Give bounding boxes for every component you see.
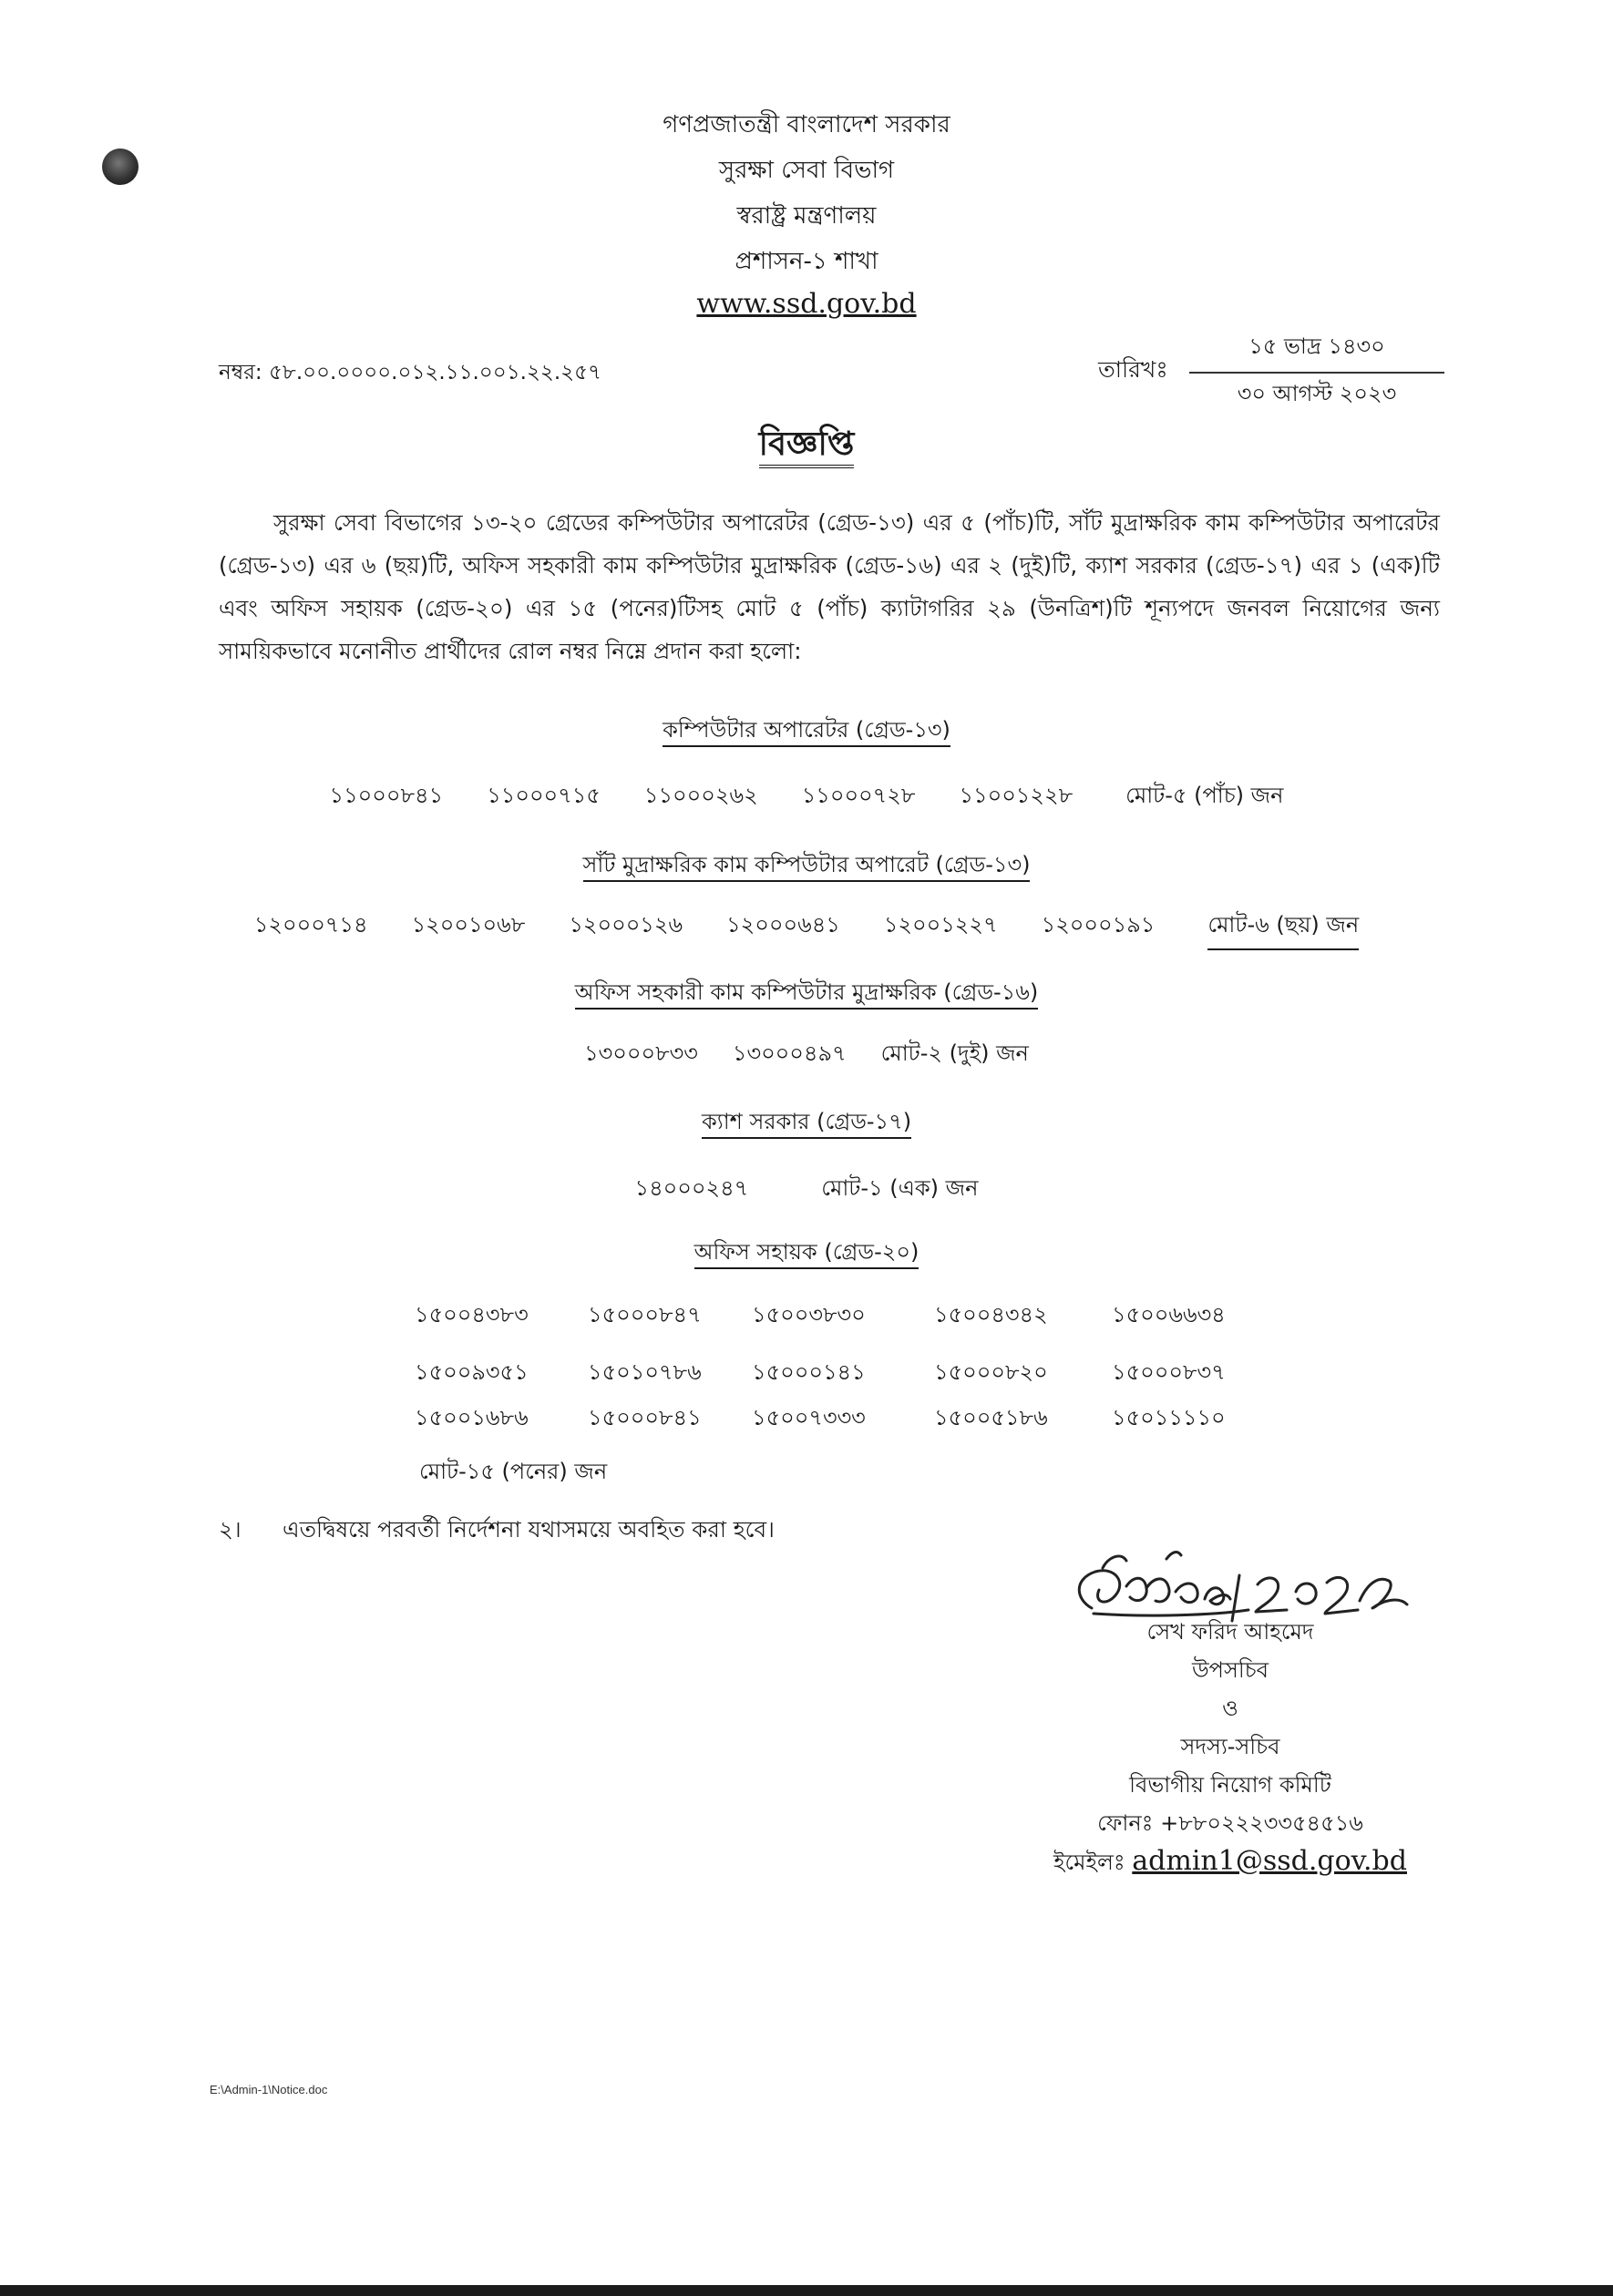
roll-number: ১৫০১০৭৮৬ [588, 1359, 702, 1385]
roll-number: ১৩০০০৮৩৩ [584, 1040, 698, 1066]
roll-number: ১১০০০৭১৫ [487, 783, 601, 808]
roll-number: ১৫০০৪৩৮৩ [415, 1302, 529, 1327]
notice-title-text: বিজ্ঞপ্তি [759, 425, 855, 468]
point-two [219, 1513, 775, 1550]
section-heading-office-assistant-typist [0, 976, 1613, 1012]
header-government: গণপ্রজাতন্ত্রী বাংলাদেশ সরকার [663, 111, 950, 138]
point-text: এতদ্বিষয়ে পরবর্তী নির্দেশনা যথাসময়ে অবহিত করা হবে। [283, 1516, 775, 1543]
footer-file-path: E:\Admin-1\Notice.doc [210, 2083, 328, 2096]
roll-grid-row [415, 1401, 1280, 1438]
roll-number: ১৫০০০৮৩৭ [1112, 1359, 1226, 1385]
signatory-block [957, 1613, 1504, 1881]
date-bangla: ১৫ ভাদ্র ১৪৩০ [1189, 330, 1444, 374]
section-heading-computer-operator [0, 713, 1613, 750]
signatory-committee: বিভাগীয় নিয়োগ কমিটি [1129, 1772, 1331, 1798]
roll-number: ১৫০০০৮৪১ [588, 1405, 702, 1430]
section-total: মোট-১৫ (পনের) জন [419, 1459, 608, 1484]
signatory-role: সদস্য-সচিব [1180, 1734, 1280, 1759]
roll-number: ১৫০০৭৩৩৩ [752, 1405, 866, 1430]
email-label: ইমেইলঃ [1053, 1850, 1125, 1875]
section-heading-stenographer [0, 848, 1613, 885]
roll-number: ১১০০১২২৮ [959, 783, 1074, 808]
roll-number: ১৩০০০৪৯৭ [732, 1040, 847, 1066]
roll-number: ১৫০০৬৬৩৪ [1112, 1302, 1226, 1327]
roll-number: ১৫০০০১৪১ [752, 1359, 866, 1385]
roll-number: ১২০০০১৯১ [1041, 912, 1156, 938]
header-branch: প্রশাসন-১ শাখা [735, 248, 878, 275]
date-english: ৩০ আগস্ট ২০২৩ [1237, 381, 1397, 406]
scan-bottom-edge [0, 2285, 1613, 2296]
section-heading-text: অফিস সহায়ক (গ্রেড-২০) [694, 1239, 920, 1269]
section-total: মোট-৬ (ছয়) জন [1207, 908, 1359, 950]
signatory-email-row [957, 1842, 1504, 1881]
roll-number: ১১০০০২৬২ [643, 783, 758, 808]
section-heading-text: অফিস সহকারী কাম কম্পিউটার মুদ্রাক্ষরিক (গ্রেড-১৬) [575, 979, 1038, 1010]
roll-grid-row [415, 1356, 1280, 1392]
section-total: মোট-২ (দুই) জন [880, 1040, 1029, 1066]
roll-number: ১২০০০৬৪১ [726, 912, 840, 938]
signatory-phone: ফোনঃ +৮৮০২২২৩৩৫৪৫১৬ [1097, 1810, 1363, 1836]
roll-number: ১৫০১১১১০ [1112, 1405, 1226, 1430]
roll-number: ১৫০০১৬৮৬ [415, 1405, 529, 1430]
section-heading-office-helper [0, 1235, 1613, 1272]
section-heading-cash-sarkar [0, 1105, 1613, 1142]
roll-number: ১৫০০০৮২০ [934, 1359, 1048, 1385]
signatory-name: সেখ ফরিদ আহমেদ [1146, 1619, 1314, 1645]
signatory-conjunction: ও [1222, 1696, 1238, 1721]
roll-number: ১২০০০১২৬ [569, 912, 683, 938]
roll-list-cash-sarkar [0, 1172, 1613, 1208]
section-heading-text: ক্যাশ সরকার (গ্রেড-১৭) [702, 1109, 911, 1139]
roll-number: ১২০০১২২৭ [883, 912, 998, 938]
notice-title [0, 419, 1613, 474]
header-website-link[interactable]: www.ssd.gov.bd [696, 288, 917, 320]
section-total: মোট-১ (এক) জন [821, 1175, 979, 1201]
roll-list-stenographer [0, 908, 1613, 950]
roll-list-computer-operator [0, 779, 1613, 815]
header-division: সুরক্ষা সেবা বিভাগ [718, 157, 895, 184]
letterhead [0, 102, 1613, 320]
roll-number: ১২০০১০৬৮ [411, 912, 526, 938]
notice-body: সুরক্ষা সেবা বিভাগের ১৩-২০ গ্রেডের কম্পিউটার অপারেটর (গ্রেড-১৩) এর ৫ (পাঁচ)টি, সাঁট মুদ্রাক্ষরিক কাম কম্পিউটার অপারেটর (গ্রেড-১৩) এর ৬ (ছয়)টি, অফিস সহকারী কাম কম্পিউটার মুদ্রাক্ষরিক (গ্রেড-১৬) এর ২ (দুই)টি, ক্যাশ সরকার (গ্রেড-১৭) এর ১ (এক)টি এবং অফিস সহায়ক (গ্রেড-২০) এর ১৫ (পনের)টিসহ মোট ৫ (পাঁচ) ক্যাটাগরির ২৯ (উনত্রিশ)টি শূন্যপদে জনবল নিয়োগের জন্য সাময়িকভাবে মনোনীত প্রার্থীদের রোল নম্বর নিম্নে প্রদান করা হলো: [219, 509, 1440, 664]
roll-number: ১১০০০৮৪১ [329, 783, 444, 808]
section-heading-text: কম্পিউটার অপারেটর (গ্রেড-১৩) [663, 717, 950, 747]
section-total: মোট-৫ (পাঁচ) জন [1125, 783, 1284, 808]
roll-number: ১৫০০৫১৮৬ [934, 1405, 1048, 1430]
roll-number: ১১০০০৭২৮ [801, 783, 916, 808]
roll-number: ১২০০০৭১৪ [253, 912, 368, 938]
roll-number: ১৫০০৪৩৪২ [934, 1302, 1048, 1327]
header-ministry: স্বরাষ্ট্র মন্ত্রণালয় [736, 202, 877, 230]
section-heading-text: সাঁট মুদ্রাক্ষরিক কাম কম্পিউটার অপারেট (গ্রেড-১৩) [583, 852, 1031, 882]
roll-number: ১৫০০০৮৪৭ [588, 1302, 702, 1327]
point-number: ২। [219, 1516, 241, 1543]
roll-number: ১৪০০০২৪৭ [634, 1175, 749, 1201]
roll-grid-row [415, 1298, 1280, 1335]
date-label: তারিখঃ [1098, 356, 1168, 383]
signatory-designation: উপসচিব [1191, 1657, 1269, 1683]
email-link[interactable]: admin1@ssd.gov.bd [1132, 1845, 1407, 1877]
roll-number: ১৫০০৩৮৩০ [752, 1302, 866, 1327]
roll-list-office-assistant-typist [0, 1037, 1613, 1073]
memo-number: নম্বর: ৫৮.০০.০০০০.০১২.১১.০০১.২২.২৫৭ [219, 361, 601, 384]
roll-number: ১৫০০৯৩৫১ [415, 1359, 529, 1385]
